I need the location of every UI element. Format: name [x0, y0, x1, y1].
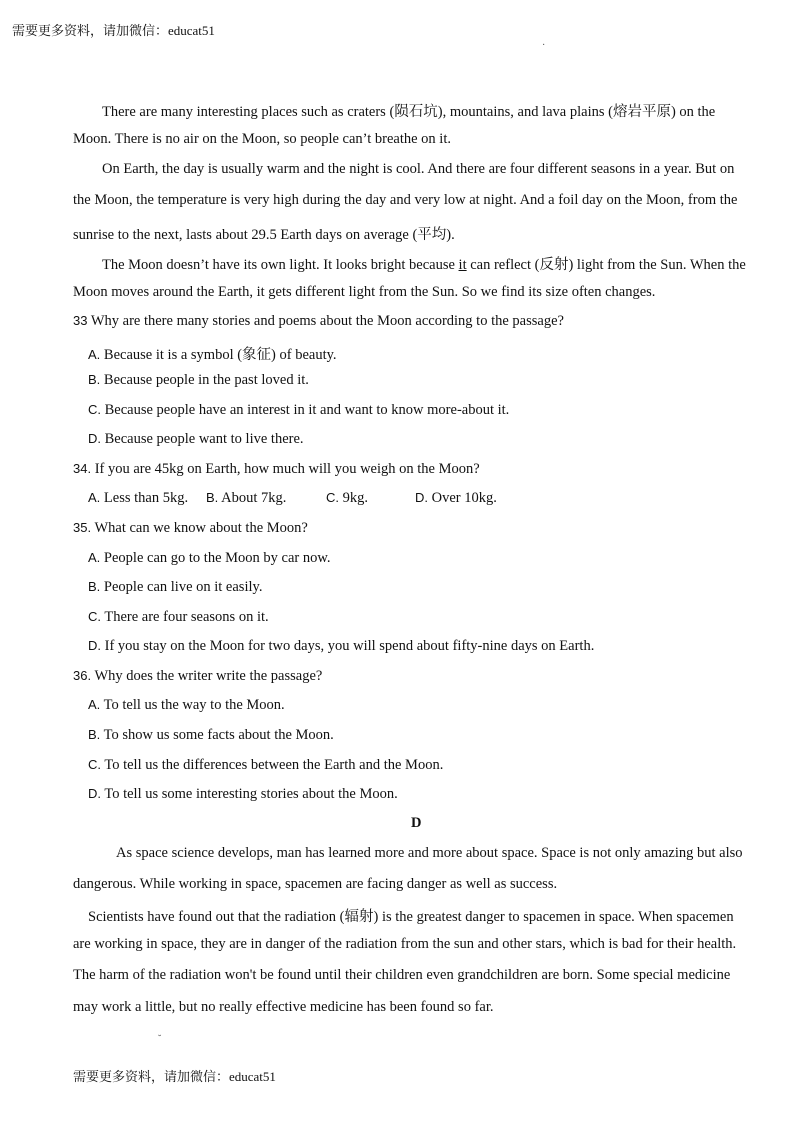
question-number: 36. — [73, 668, 92, 683]
q33-option-c — [88, 402, 509, 419]
question-text: What can we know about the Moon? — [91, 520, 308, 536]
passage-p3-text-a: The Moon doesn’t have its own light. It looks bright because — [102, 257, 459, 273]
q36-option-a — [88, 697, 285, 714]
question-text: Why does the writer write the passage? — [91, 668, 323, 684]
section-d-p2-line1: Scientists have found out that the radiation (辐射) is the greatest danger to spacemen in space. When spacemen — [88, 909, 734, 925]
option-letter: A. — [88, 550, 101, 565]
option-text: To show us some facts about the Moon. — [100, 727, 334, 743]
option-letter: B. — [88, 727, 101, 742]
option-letter: C. — [88, 757, 101, 772]
option-text: To tell us the way to the Moon. — [100, 697, 285, 713]
passage-p3-line1 — [102, 253, 746, 274]
question-number: 33 — [73, 313, 88, 328]
option-text: To tell us some interesting stories about the Moon. — [101, 786, 398, 802]
q35-option-d — [88, 638, 594, 655]
q34-option-c — [326, 490, 368, 507]
passage-p1-line2: Moon. There is no air on the Moon, so people can’t breathe on it. — [73, 131, 451, 147]
option-text: About 7kg. — [218, 490, 287, 506]
option-text: Because people want to live there. — [101, 431, 304, 447]
question-text: Why are there many stories and poems about the Moon according to the passage? — [87, 313, 564, 329]
option-text: Because people in the past loved it. — [100, 372, 309, 388]
option-letter: D. — [415, 490, 428, 505]
q34-option-d — [415, 490, 497, 507]
passage-p3-underlined-word: it — [458, 257, 467, 273]
passage-p3-line2: Moon moves around the Earth, it gets different light from the Sun. So we find its size often changes. — [73, 284, 656, 300]
option-letter: A. — [88, 490, 101, 505]
option-text: Less than 5kg. — [100, 490, 189, 506]
q35-option-a — [88, 550, 331, 567]
question-36 — [73, 668, 322, 685]
q36-option-d — [88, 786, 398, 803]
option-text: Because it is a symbol (象征) of beauty. — [100, 347, 337, 363]
option-letter: D. — [88, 638, 101, 653]
page-header-watermark: 需要更多资料，请加微信：educat51 — [12, 23, 215, 38]
question-35 — [73, 520, 308, 537]
option-text: People can go to the Moon by car now. — [100, 550, 331, 566]
option-letter: C. — [88, 402, 101, 417]
passage-p3-text-b: can reflect (反射) light from the Sun. When the — [466, 257, 746, 273]
section-d-heading: D — [411, 815, 422, 831]
section-d-p2-line3: The harm of the radiation won't be found until their children even grandchildren are born. Some special medicine — [73, 967, 731, 983]
section-d-p1-line1: As space science develops, man has learned more and more about space. Space is not only amazing but also — [116, 845, 743, 861]
page-footer-watermark: 需要更多资料，请加微信：educat51 — [73, 1069, 276, 1084]
q33-option-d — [88, 431, 304, 448]
q36-option-c — [88, 757, 443, 774]
section-d-p1-line2: dangerous. While working in space, spacemen are facing danger as well as success. — [73, 876, 558, 892]
stray-mark: · — [542, 40, 546, 51]
section-d-p2-line4: may work a little, but no really effective medicine has been found so far. — [73, 999, 494, 1015]
passage-p1-line1: There are many interesting places such as craters (陨石坑), mountains, and lava plains (熔岩平原) on the — [102, 104, 716, 120]
option-letter: C. — [88, 609, 101, 624]
q35-option-c — [88, 609, 269, 626]
section-d-p2-line2: are working in space, they are in danger of the radiation from the sun and other stars, which is bad for their health. — [73, 936, 737, 952]
q33-option-a — [88, 343, 337, 364]
option-text: Because people have an interest in it and want to know more-about it. — [101, 402, 510, 418]
question-text: If you are 45kg on Earth, how much will you weigh on the Moon? — [91, 461, 480, 477]
q33-option-b — [88, 372, 309, 389]
q36-option-b — [88, 727, 334, 744]
option-letter: A. — [88, 347, 101, 362]
option-text: People can live on it easily. — [100, 579, 263, 595]
passage-p2-line2: the Moon, the temperature is very high during the day and very low at night. And a foil day on the Moon, from the — [73, 192, 738, 208]
option-text: There are four seasons on it. — [101, 609, 269, 625]
option-letter: B. — [88, 579, 101, 594]
passage-p2-line3: sunrise to the next, lasts about 29.5 Earth days on average (平均). — [73, 227, 455, 243]
q34-option-a — [88, 490, 188, 507]
option-letter: D. — [88, 786, 101, 801]
question-34 — [73, 461, 480, 478]
passage-p2-line1: On Earth, the day is usually warm and the night is cool. And there are four different seasons in a year. But on — [102, 161, 735, 177]
q34-option-b — [206, 490, 286, 507]
option-letter: D. — [88, 431, 101, 446]
question-33 — [73, 313, 564, 330]
question-number: 34. — [73, 461, 92, 476]
option-letter: C. — [326, 490, 339, 505]
option-letter: A. — [88, 697, 101, 712]
option-text: 9kg. — [339, 490, 368, 506]
q35-option-b — [88, 579, 262, 596]
stray-mark: ˘ — [158, 1034, 162, 1045]
option-text: Over 10kg. — [428, 490, 497, 506]
option-letter: B. — [88, 372, 101, 387]
question-number: 35. — [73, 520, 92, 535]
option-text: To tell us the differences between the Earth and the Moon. — [101, 757, 444, 773]
option-letter: B. — [206, 490, 219, 505]
option-text: If you stay on the Moon for two days, you will spend about fifty-nine days on Earth. — [101, 638, 595, 654]
